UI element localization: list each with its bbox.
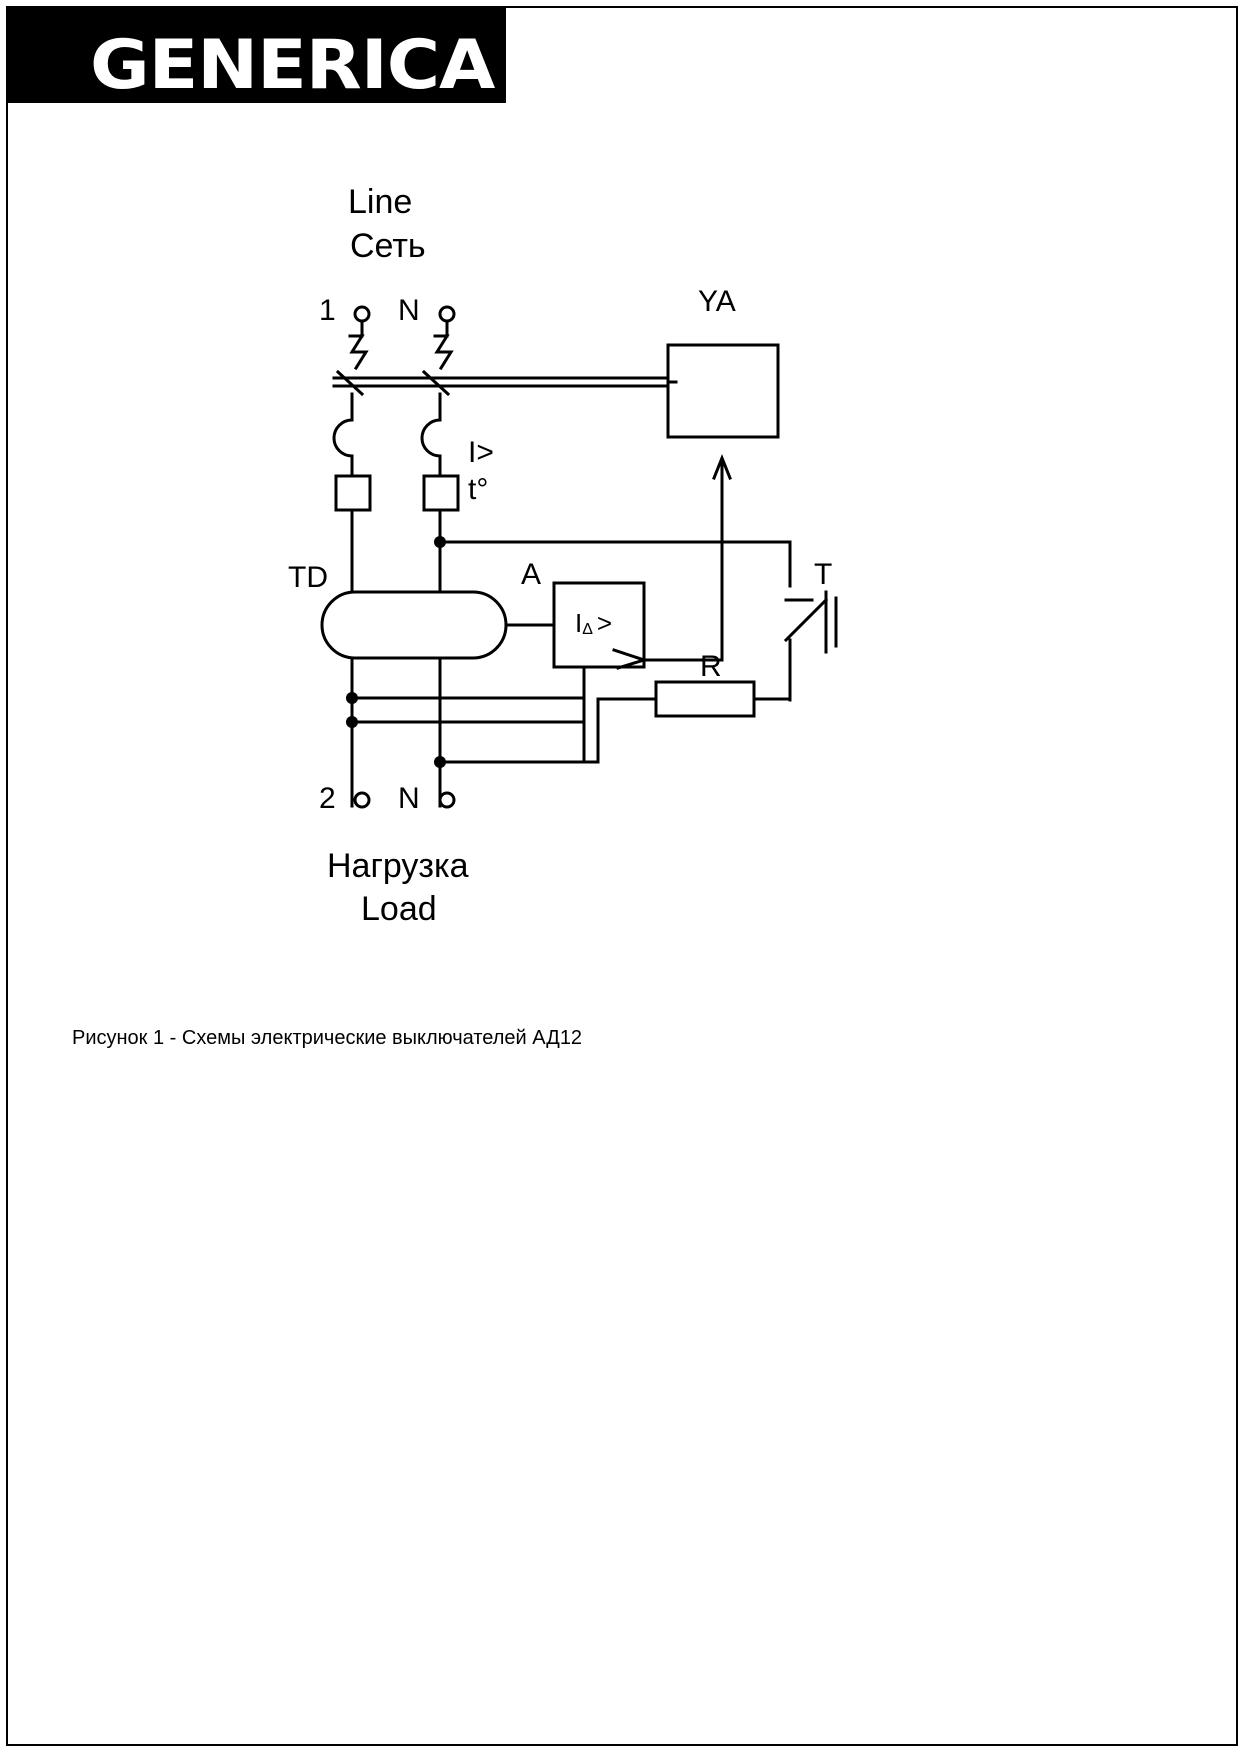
label-terminal-1: 1 (319, 294, 336, 327)
label-line-ru: Сеть (350, 227, 426, 265)
amp-symbol-i: I (575, 608, 583, 638)
label-t: T (814, 558, 833, 591)
contact-lever-1 (338, 372, 362, 394)
arc-symbol-1 (350, 336, 366, 368)
label-overcurrent: I> (468, 436, 494, 469)
amp-symbol-delta: Δ (582, 621, 593, 638)
ya-coil-box (668, 345, 778, 437)
label-ya: YA (698, 285, 736, 318)
terminal-bottom-n (440, 793, 454, 807)
brand-logo-text: GENERICA (90, 26, 495, 103)
label-thermal: t° (468, 473, 489, 506)
label-amplifier-symbol (575, 608, 612, 639)
amp-symbol-gt: > (596, 608, 613, 638)
node-pole1-tap1 (346, 692, 358, 704)
resistor (656, 682, 754, 716)
terminal-top-1 (355, 307, 369, 321)
magnetic-coil-1 (334, 420, 352, 456)
node-pole1-tap2 (346, 716, 358, 728)
thermal-element-n (424, 476, 458, 510)
current-transformer (322, 592, 506, 658)
label-terminal-n-top: N (398, 294, 420, 327)
magnetic-coil-n (422, 420, 440, 456)
label-load-en: Load (361, 890, 437, 928)
label-terminal-2: 2 (319, 782, 336, 815)
test-switch-lever (786, 600, 826, 640)
label-a: A (521, 558, 542, 591)
label-terminal-n-bottom: N (398, 782, 420, 815)
contact-lever-n (424, 372, 448, 394)
figure-caption: Рисунок 1 - Схемы электрические выключателей АД12 (72, 1027, 583, 1049)
terminal-top-n (440, 307, 454, 321)
label-td: TD (288, 561, 328, 594)
label-r: R (700, 650, 722, 683)
thermal-element-1 (336, 476, 370, 510)
terminal-bottom-2 (355, 793, 369, 807)
label-line-en: Line (348, 183, 413, 221)
node-poleN-bottom (434, 756, 446, 768)
arc-symbol-n (435, 336, 451, 368)
label-load-ru: Нагрузка (327, 847, 469, 885)
